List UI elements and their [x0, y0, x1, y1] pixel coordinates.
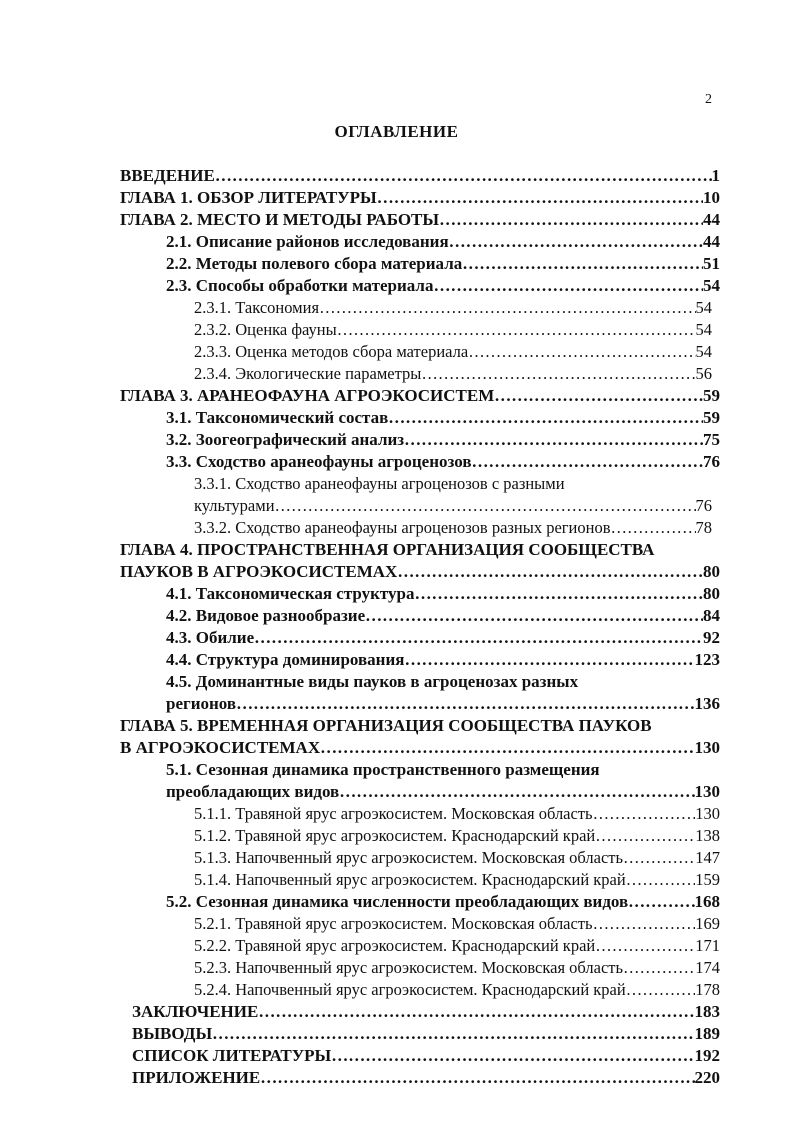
toc-entry-3-3-1-line2 [194, 495, 712, 517]
toc-page: 189 [694, 1024, 720, 1043]
toc-label: ГЛАВА 2. МЕСТО И МЕТОДЫ РАБОТЫ [120, 210, 440, 229]
toc-page: 174 [695, 958, 720, 977]
toc-entry-5-1-line2 [166, 781, 720, 803]
toc-entry-4-1 [166, 583, 720, 605]
toc-page: 147 [695, 848, 720, 867]
toc-label: 3.3.2. Сходство аранеофауны агроценозов разных регионов [194, 518, 611, 537]
toc-entry-5-1-1 [194, 803, 720, 825]
toc-label: ГЛАВА 1. ОБЗОР ЛИТЕРАТУРЫ [120, 188, 377, 207]
toc-page: 183 [694, 1002, 720, 1021]
toc-page: 192 [694, 1046, 720, 1065]
toc-page: 56 [695, 364, 712, 383]
toc-page: 54 [703, 276, 720, 295]
toc-page: 178 [695, 980, 720, 999]
toc-page: 54 [695, 320, 712, 339]
toc-page: 54 [695, 342, 712, 361]
toc-entry-ch5-line2 [120, 737, 720, 759]
toc-entry-5-1-line1 [166, 759, 720, 781]
toc-page: 169 [695, 914, 720, 933]
toc-page: 51 [703, 254, 720, 273]
toc-label: СПИСОК ЛИТЕРАТУРЫ [132, 1046, 332, 1065]
toc-entry-2-3-1 [194, 297, 712, 319]
toc-label: 2.3.4. Экологические параметры [194, 364, 422, 383]
toc-label: 3.2. Зоогеографический анализ [166, 430, 405, 449]
toc-page: 10 [703, 188, 720, 207]
toc-label: 5.2.2. Травяной ярус агроэкосистем. Краснодарский край [194, 936, 596, 955]
toc-page: 76 [703, 452, 720, 471]
toc-entry-3-3-1-line1 [194, 473, 712, 495]
toc-entry-5-1-2 [194, 825, 720, 847]
toc-page: 123 [694, 650, 720, 669]
toc-entry-3-1 [166, 407, 720, 429]
toc-entry-5-2-3 [194, 957, 720, 979]
toc-entry-ch4-line1 [120, 539, 720, 561]
toc-page: 76 [695, 496, 712, 515]
toc-label: ПРИЛОЖЕНИЕ [132, 1068, 261, 1087]
toc-entry-conclusion [132, 1001, 720, 1023]
toc-entry-appendix [132, 1067, 720, 1089]
toc-entry-2-2 [166, 253, 720, 275]
page-number: 2 [705, 92, 712, 107]
toc-label: 3.3.1. Сходство аранеофауны агроценозов с разными [194, 474, 565, 493]
toc-label: 3.3. Сходство аранеофауны агроценозов [166, 452, 472, 471]
toc-entry-3-2 [166, 429, 720, 451]
toc-entry-ch3 [120, 385, 720, 407]
toc-page: 44 [703, 232, 720, 251]
toc-label: 5.2.1. Травяной ярус агроэкосистем. Московская область [194, 914, 593, 933]
toc-page: 159 [695, 870, 720, 889]
toc-entry-findings [132, 1023, 720, 1045]
toc-entry-ch1 [120, 187, 720, 209]
toc-entry-4-5-line2 [166, 693, 720, 715]
toc-label: 5.1.2. Травяной ярус агроэкосистем. Краснодарский край [194, 826, 596, 845]
toc-label: 2.3. Способы обработки материала [166, 276, 434, 295]
toc-page: 130 [695, 804, 720, 823]
toc-entry-3-3 [166, 451, 720, 473]
toc-label-cont: регионов [166, 694, 237, 713]
toc-label: 4.4. Структура доминирования [166, 650, 405, 669]
toc-label: 2.3.1. Таксономия [194, 298, 320, 317]
toc-entry-5-1-4 [194, 869, 720, 891]
toc-page: 80 [703, 584, 720, 603]
toc-entry-5-2-2 [194, 935, 720, 957]
toc-label: ВВЕДЕНИЕ [120, 166, 215, 185]
toc-label: 2.1. Описание районов исследования [166, 232, 449, 251]
toc-label-cont: В АГРОЭКОСИСТЕМАХ [120, 738, 321, 757]
toc-entry-references [132, 1045, 720, 1067]
toc-page: 59 [703, 408, 720, 427]
toc-entry-2-3-3 [194, 341, 712, 363]
toc-page: 171 [695, 936, 720, 955]
toc-page: 168 [694, 892, 720, 911]
toc-page: 92 [703, 628, 720, 647]
toc-page: 1 [711, 166, 720, 185]
toc-entry-4-4 [166, 649, 720, 671]
toc-entry-intro [120, 165, 720, 187]
toc-entry-5-2 [166, 891, 720, 913]
toc-page: 84 [703, 606, 720, 625]
toc-label-cont: преобладающих видов [166, 782, 340, 801]
page-title: ОГЛАВЛЕНИЕ [334, 122, 459, 141]
toc-label: 2.3.2. Оценка фауны [194, 320, 337, 339]
toc-label: 4.3. Обилие [166, 628, 255, 647]
toc-entry-ch5-line1 [120, 715, 720, 737]
toc-label: ЗАКЛЮЧЕНИЕ [132, 1002, 259, 1021]
toc-label: 2.2. Методы полевого сбора материала [166, 254, 463, 273]
toc-label: 5.1.1. Травяной ярус агроэкосистем. Московская область [194, 804, 593, 823]
toc-entry-2-3-2 [194, 319, 712, 341]
toc-entry-2-3 [166, 275, 720, 297]
toc-label: ГЛАВА 3. АРАНЕОФАУНА АГРОЭКОСИСТЕМ [120, 386, 495, 405]
toc-label: 2.3.3. Оценка методов сбора материала [194, 342, 469, 361]
toc-entry-5-2-1 [194, 913, 720, 935]
toc-page: 75 [703, 430, 720, 449]
toc-entry-2-3-4 [194, 363, 712, 385]
toc-entry-4-2 [166, 605, 720, 627]
toc-page: 44 [703, 210, 720, 229]
toc-label: 5.1.3. Напочвенный ярус агроэкосистем. Московская область [194, 848, 624, 867]
toc-label: 4.1. Таксономическая структура [166, 584, 415, 603]
toc-label: 4.5. Доминантные виды пауков в агроценозах разных [166, 672, 579, 691]
toc-label: ВЫВОДЫ [132, 1024, 213, 1043]
toc-label: 3.1. Таксономический состав [166, 408, 389, 427]
toc-entry-4-3 [166, 627, 720, 649]
toc-entry-4-5-line1 [166, 671, 720, 693]
toc-entry-5-1-3 [194, 847, 720, 869]
toc-label: 5.2.3. Напочвенный ярус агроэкосистем. Московская область [194, 958, 624, 977]
toc-entry-ch4-line2 [120, 561, 720, 583]
toc-page: 59 [703, 386, 720, 405]
toc-entry-5-2-4 [194, 979, 720, 1001]
toc-label: 5.2.4. Напочвенный ярус агроэкосистем. Краснодарский край [194, 980, 626, 999]
toc-page: 80 [703, 562, 720, 581]
toc-label: ГЛАВА 4. ПРОСТРАНСТВЕННАЯ ОРГАНИЗАЦИЯ СООБЩЕСТВА [120, 540, 655, 559]
toc-label: 5.2. Сезонная динамика численности преобладающих видов [166, 892, 629, 911]
toc-entry-3-3-2 [194, 517, 712, 539]
toc-label-cont: культурами [194, 496, 275, 515]
toc-label: 4.2. Видовое разнообразие [166, 606, 366, 625]
toc-page: 138 [695, 826, 720, 845]
toc-page: 220 [694, 1068, 720, 1087]
toc-label: 5.1.4. Напочвенный ярус агроэкосистем. Краснодарский край [194, 870, 626, 889]
toc-page: 78 [695, 518, 712, 537]
toc-page: 136 [694, 694, 720, 713]
toc-entry-2-1 [166, 231, 720, 253]
toc-page: 130 [694, 782, 720, 801]
toc-entry-ch2 [120, 209, 720, 231]
toc-label: ГЛАВА 5. ВРЕМЕННАЯ ОРГАНИЗАЦИЯ СООБЩЕСТВА ПАУКОВ [120, 716, 652, 735]
toc-label: 5.1. Сезонная динамика пространственного размещения [166, 760, 600, 779]
toc-label-cont: ПАУКОВ В АГРОЭКОСИСТЕМАХ [120, 562, 398, 581]
toc-page: 54 [695, 298, 712, 317]
toc-page: 130 [694, 738, 720, 757]
